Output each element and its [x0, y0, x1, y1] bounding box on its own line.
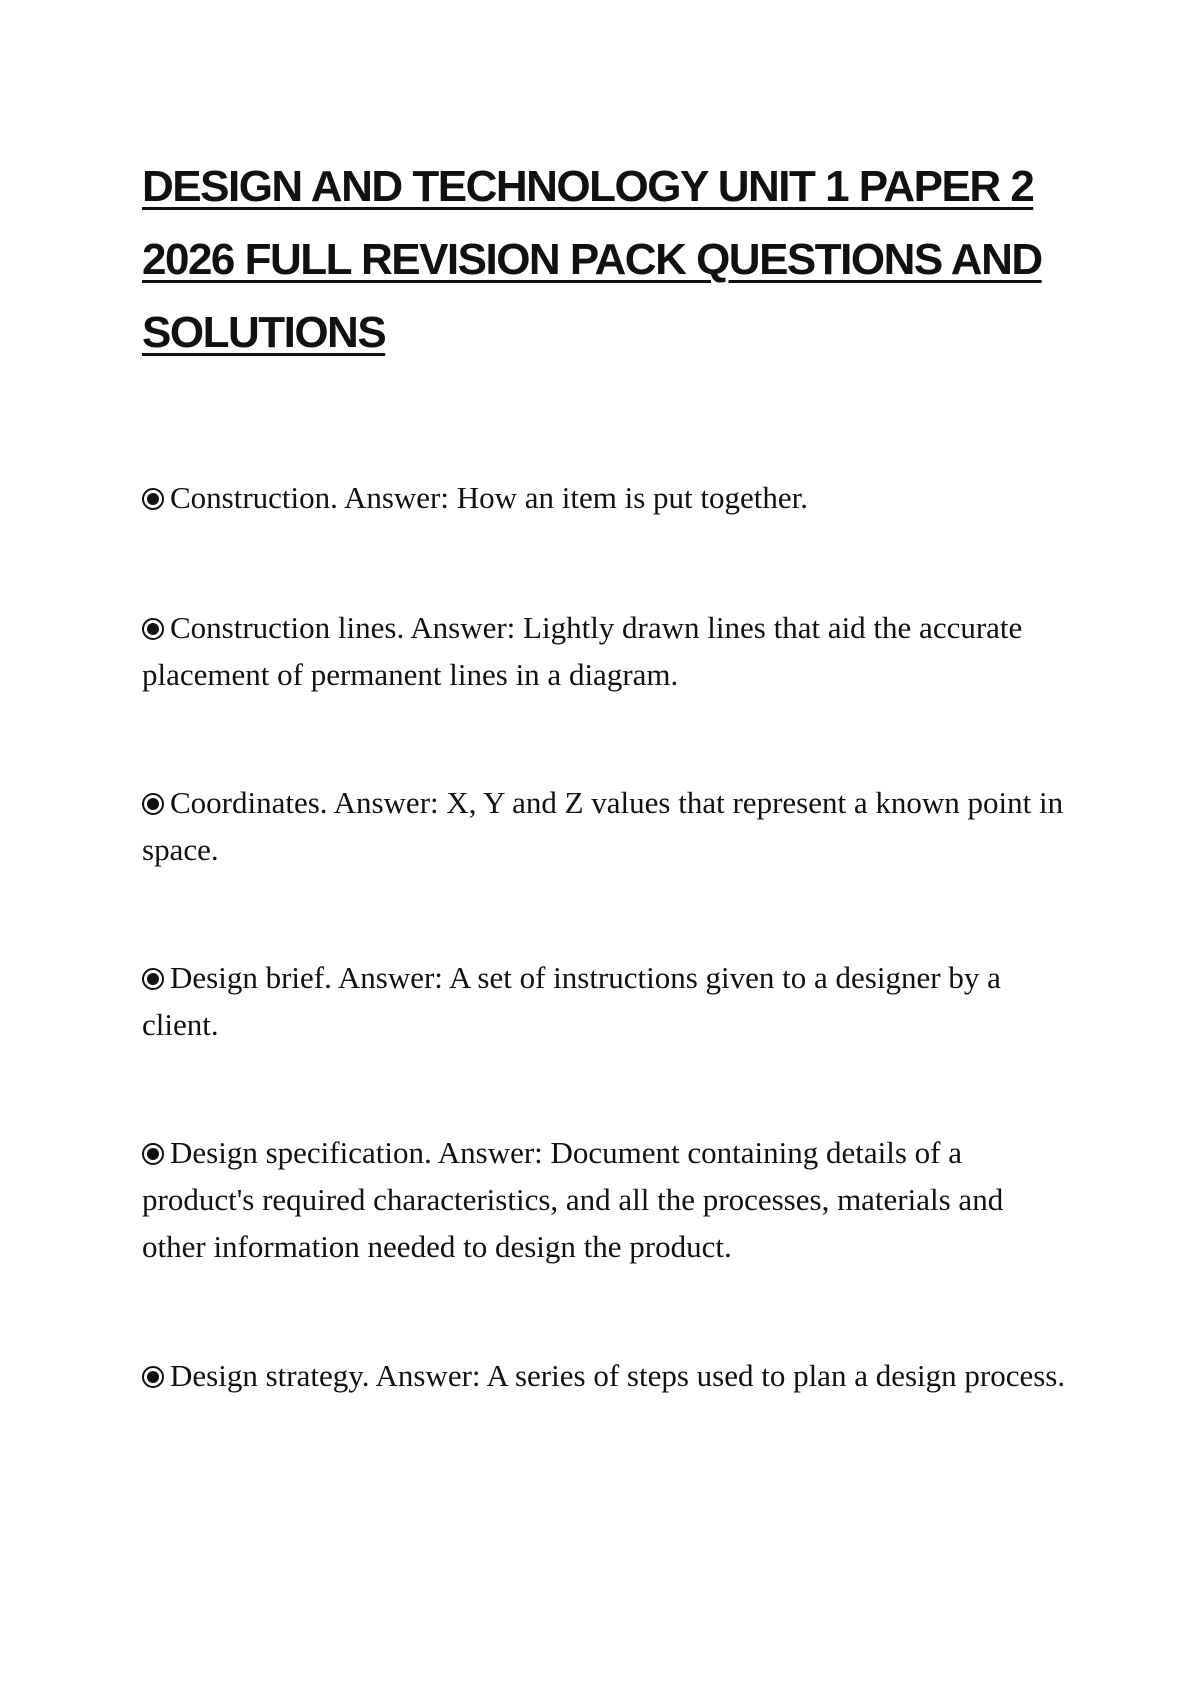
entry-text: Design strategy. Answer: A series of steps used to plan a design process.	[170, 1358, 1066, 1393]
entry-text: Design specification. Answer: Document containing details of a product's required characteristics, and all the processes, materials and other information needed to design the product.	[142, 1135, 1004, 1264]
revision-entry	[142, 604, 1072, 698]
document-title: DESIGN AND TECHNOLOGY UNIT 1 PAPER 2 2026 FULL REVISION PACK QUESTIONS AND SOLUTIONS	[142, 162, 1042, 357]
revision-entry	[142, 954, 1072, 1048]
entry-text: Design brief. Answer: A set of instructions given to a designer by a client.	[142, 960, 1001, 1042]
revision-entry	[142, 474, 1072, 521]
radio-bullet-icon	[142, 1366, 164, 1388]
radio-bullet-icon	[142, 488, 164, 510]
revision-entry	[142, 1352, 1072, 1399]
radio-bullet-icon	[142, 793, 164, 815]
entry-text: Coordinates. Answer: X, Y and Z values that represent a known point in space.	[142, 785, 1064, 867]
radio-bullet-icon	[142, 968, 164, 990]
revision-entry	[142, 1129, 1072, 1270]
radio-bullet-icon	[142, 618, 164, 640]
radio-bullet-icon	[142, 1143, 164, 1165]
entry-text: Construction lines. Answer: Lightly drawn lines that aid the accurate placement of permanent lines in a diagram.	[142, 610, 1023, 692]
revision-entry	[142, 779, 1072, 873]
entry-text: Construction. Answer: How an item is put together.	[170, 480, 809, 515]
